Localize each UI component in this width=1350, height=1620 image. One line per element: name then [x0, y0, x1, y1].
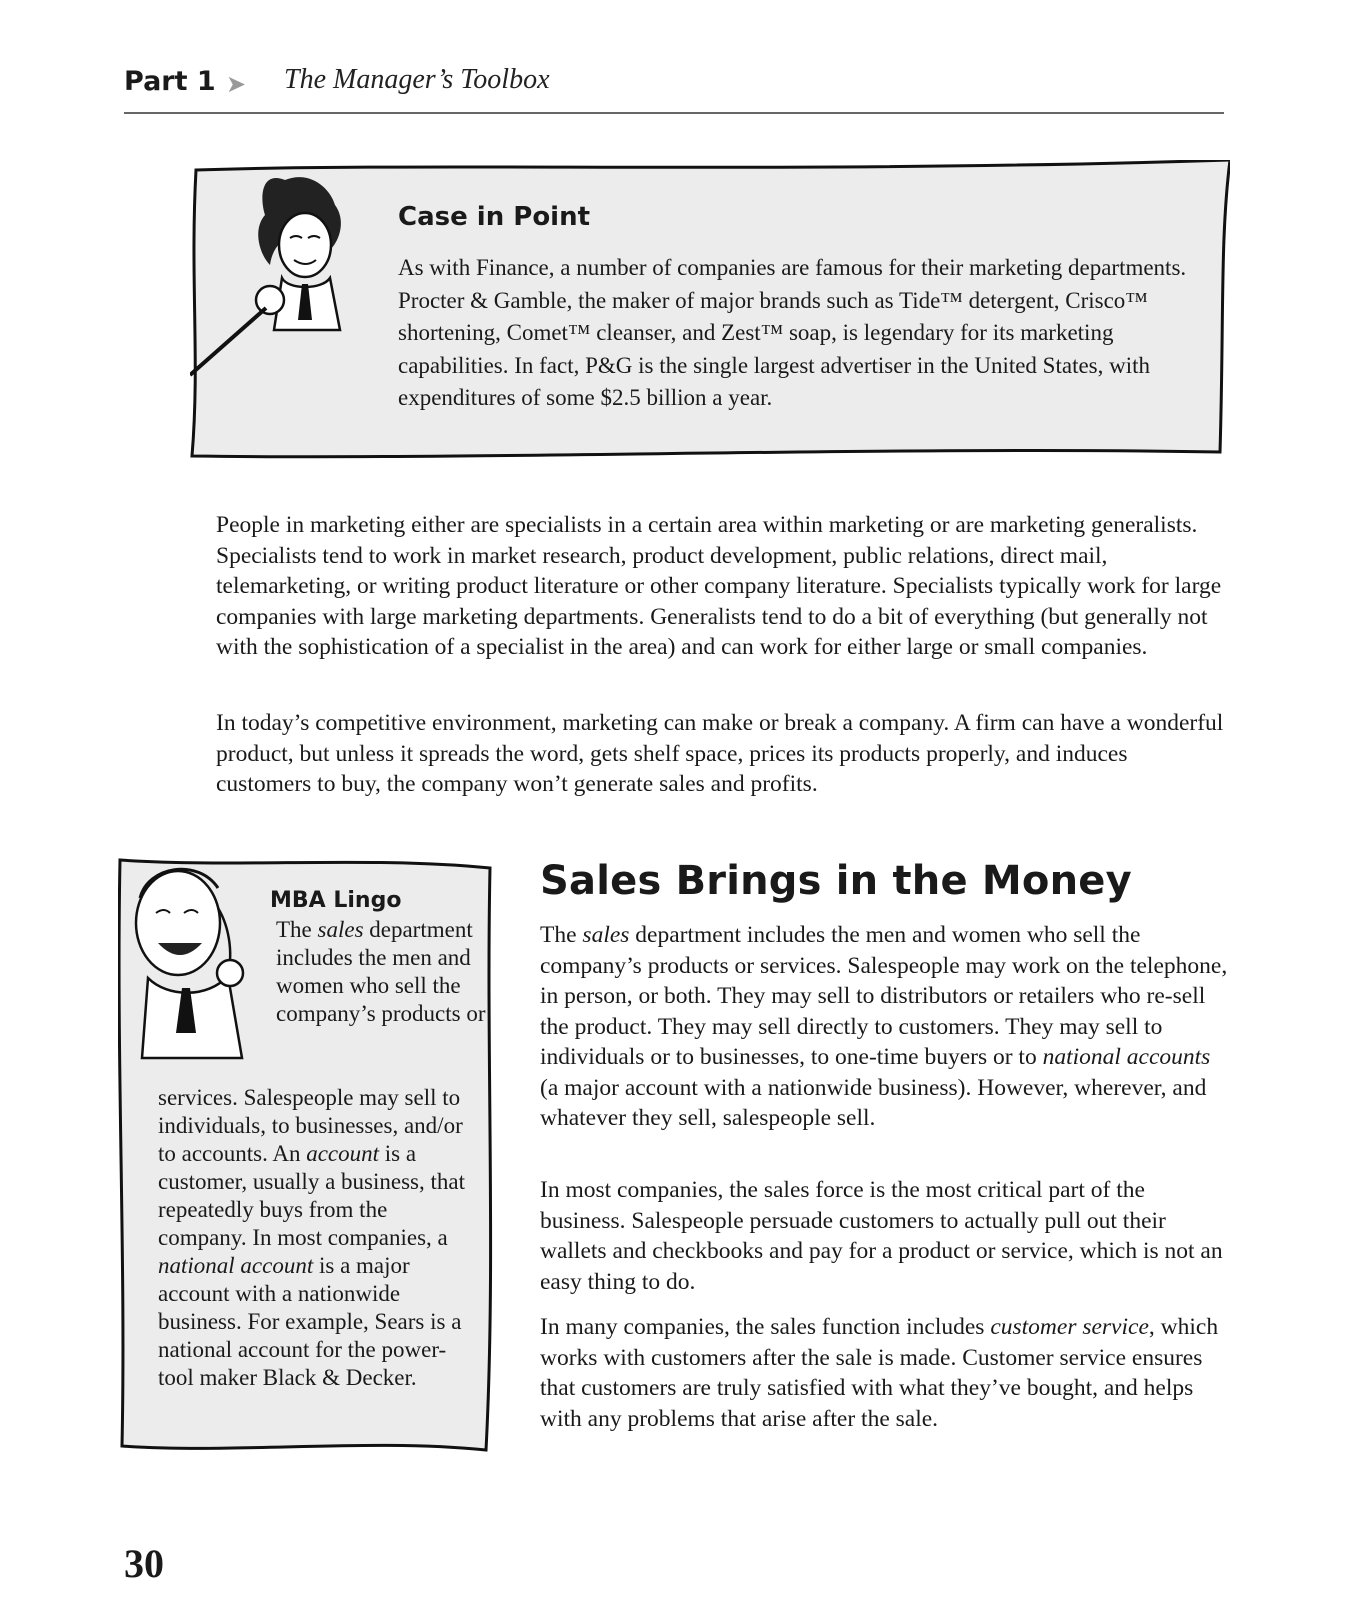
book-title: The Manager’s Toolbox: [284, 64, 550, 95]
paragraph-marketing-people: People in marketing either are specialists in a certain area within marketing or are marketing generalists. Specialists tend to work in market research, product development, public relations, direct mail, telemarketing, or writing product literature or other company literature. Specialists typically work for large companies with large marketing departments. Generalists tend to do a bit of everything (but generally not with the sophistication of a specialist in the area) and can work for either large or small companies.: [216, 512, 1222, 660]
paragraph-customer-service: In many companies, the sales function includes customer service, which works with customers after the sale is made. Customer service ensures that customers are truly satisfied with what they’ve bought, and helps with any problems that arise after the sale.: [540, 1314, 1219, 1432]
running-header: [124, 64, 1224, 104]
case-in-point-text: As with Finance, a number of companies are famous for their marketing departments. Procter & Gamble, the maker of major brands such as Tide™ detergent, Crisco™ shortening, Comet™ cleanser, and Zest™ soap, is legendary for its marketing capabilities. In fact, P&G is the single largest advertiser in the United States, with expenditures of some $2.5 billion a year.: [398, 255, 1187, 410]
section-heading: Sales Brings in the Money: [540, 858, 1132, 904]
part-label: Part 1: [124, 66, 216, 97]
case-in-point-title: Case in Point: [398, 202, 591, 232]
paragraph-sales-force: In most companies, the sales force is the most critical part of the business. Salespeople persuade customers to actually pull out their wallets and checkbooks and pay for a product or service, which is not an easy thing to do.: [540, 1177, 1223, 1295]
arrow-icon: ➤: [226, 70, 247, 98]
paragraph-competitive-environment: In today’s competitive environment, marketing can make or break a company. A firm can have a wonderful product, but unless it spreads the word, gets shelf space, prices its products properly, and induces customers to buy, the company won’t generate sales and profits.: [216, 710, 1224, 797]
mba-lingo-title: MBA Lingo: [270, 888, 402, 913]
mba-lingo-text-top: The sales department includes the men and women who sell the company’s products or: [276, 917, 486, 1026]
page-number: 30: [124, 1541, 164, 1586]
mba-lingo-text-bottom: services. Salespeople may sell to individuals, to businesses, and/or to accounts. An account is a customer, usually a business, that repeatedly buys from the company. In most companies, a national account is a major account with a nationwide business. For example, Sears is a national account for the power-tool maker Black & Decker.: [158, 1085, 465, 1390]
header-rule: [124, 112, 1224, 114]
paragraph-sales-department: The sales department includes the men and women who sell the company’s products or services. Salespeople may work on the telephone, in person, or both. They may sell to distributors or retailers who re-sell the product. They may sell directly to customers. They may sell to individuals or to businesses, to one-time buyers or to national accounts (a major account with a nationwide business). However, wherever, and whatever they sell, salespeople sell.: [540, 922, 1228, 1131]
cartoon-woman-pointer-icon: [190, 160, 390, 420]
